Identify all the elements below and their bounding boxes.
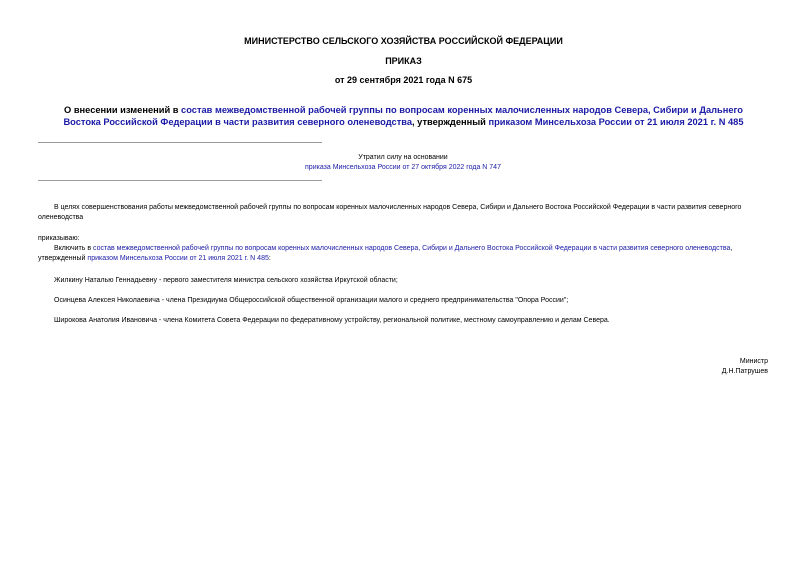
include-link-composition[interactable]: состав межведомственной рабочей группы по вопросам коренных малочисленных народов Севера, Сибири и Дальнего Востока Российской Федерации в части развития северного оленеводства [93, 245, 731, 252]
include-link-order-485[interactable]: приказом Минсельхоза России от 21 июля 2021 г. N 485 [87, 255, 269, 262]
signature-block [600, 357, 768, 377]
repeal-notice-text: Утратил силу на основании [358, 154, 448, 161]
member-item: Жилкину Наталью Геннадьевну - первого заместителя министра сельского хозяйства Иркутской области; [54, 277, 398, 284]
member-item: Осинцева Алексея Николаевича - члена Президиума Общероссийской общественной организации малого и среднего предпринимательства "Опора России"; [54, 297, 569, 304]
title-prefix: О внесении изменений в [64, 105, 182, 115]
ministry-heading: МИНИСТЕРСТВО СЕЛЬСКОГО ХОЗЯЙСТВА РОССИЙСКОЙ ФЕДЕРАЦИИ [244, 36, 563, 46]
signature-position: Министр [739, 358, 768, 365]
document-title [50, 104, 757, 128]
member-item: Широкова Анатолия Ивановича - члена Комитета Совета Федерации по федеративному устройству, региональной политике, местному самоуправлению и делам Севера. [54, 317, 610, 324]
doc-type-heading: ПРИКАЗ [385, 56, 422, 66]
include-middle: , утвержденный [38, 245, 733, 262]
doc-date-number: от 29 сентября 2021 года N 675 [334, 75, 473, 85]
include-paragraph [38, 244, 773, 264]
divider-bottom [38, 180, 322, 181]
title-middle: , утвержденный [412, 117, 489, 127]
title-link-composition[interactable]: состав межведомственной рабочей группы по вопросам коренных малочисленных народов Севера, Сибири и Дальнего Востока Российской Федерации в части развития северного оленеводства [63, 105, 743, 127]
title-link-order-485[interactable]: приказом Минсельхоза России от 21 июля 2021 г. N 485 [488, 117, 744, 127]
order-word: приказываю: [38, 235, 80, 242]
repeal-notice [260, 153, 546, 173]
include-suffix: : [268, 255, 271, 262]
intro-paragraph: В целях совершенствования работы межведомственной рабочей группы по вопросам коренных малочисленных народов Севера, Сибири и Дальнего Востока Российской Федерации в части развития северного оленеводства [38, 204, 742, 221]
divider-top [38, 142, 322, 143]
signature-name: Д.Н.Патрушев [721, 368, 768, 375]
repeal-notice-link[interactable]: приказа Минсельхоза России от 27 октября 2022 года N 747 [305, 164, 501, 171]
include-prefix: Включить в [54, 245, 94, 252]
